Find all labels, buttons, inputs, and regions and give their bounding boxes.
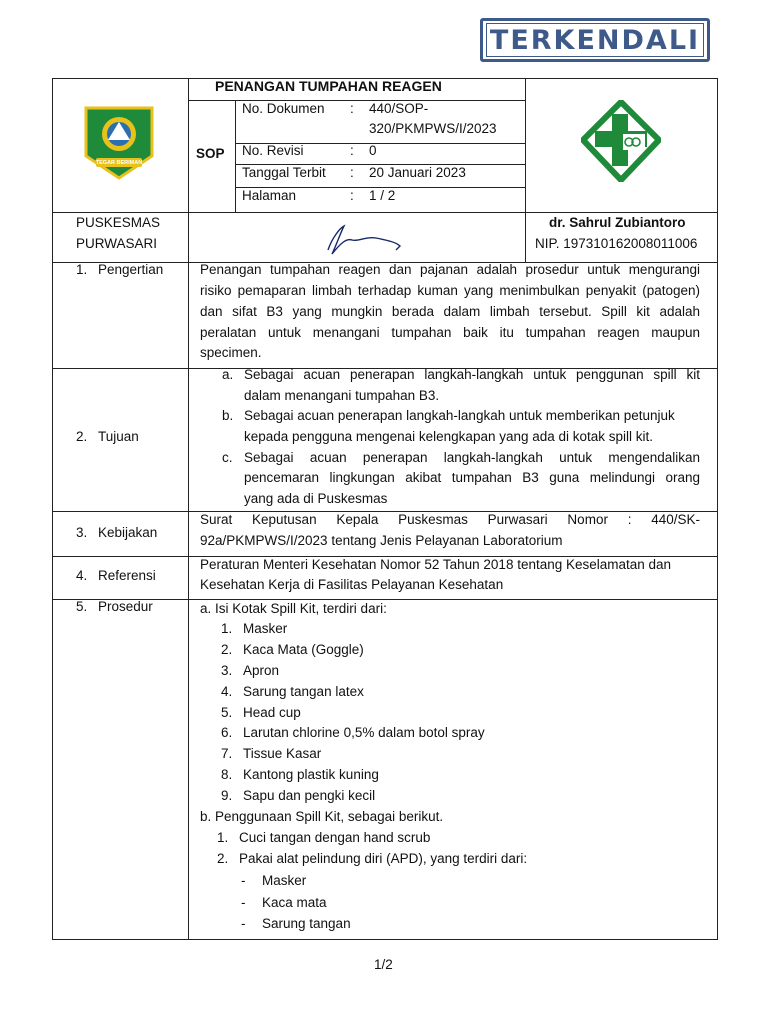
puskesmas-logo: [581, 100, 661, 182]
section-2-label: Tujuan: [98, 429, 139, 444]
purpose-line: pencemaran lingkungan akibat tumpahan B3 guna melindungi orang: [244, 470, 700, 485]
issue-date-value: 20 Januari 2023: [369, 165, 466, 180]
purpose-line: dalam menangani tumpahan B3.: [244, 388, 440, 403]
section-1-label: Pengertian: [98, 262, 164, 277]
purpose-line: Sebagai acuan penerapan langkah-langkah untuk penggunan spill kit: [244, 367, 700, 382]
list-item-number: 6.: [221, 725, 233, 740]
signature: [310, 220, 410, 260]
definition-line: risiko pemaparan limbah terhadap kuman yang menimbulkan penyakit (patogen): [200, 283, 700, 298]
purpose-line: yang ada di Puskesmas: [244, 491, 388, 506]
list-item: Larutan chlorine 0,5% dalam botol spray: [243, 725, 485, 740]
purpose-line: Sebagai acuan penerapan langkah-langkah untuk mengendalikan: [244, 450, 700, 465]
procedure-b-title: b. Penggunaan Spill Kit, sebagai berikut.: [200, 809, 444, 824]
signer-nip: NIP. 197310162008011006: [535, 236, 698, 251]
purpose-line: Sebagai acuan penerapan langkah-langkah untuk memberikan petunjuk: [244, 408, 675, 423]
list-item: Tissue Kasar: [243, 746, 322, 761]
logo-motto: TEGAR BERIMAN: [95, 160, 143, 166]
section-3-number: 3.: [76, 525, 88, 540]
page-number: 1/2: [374, 957, 393, 972]
regency-logo: [82, 104, 156, 182]
list-item: Pakai alat pelindung diri (APD), yang terdiri dari:: [239, 851, 528, 866]
section-4-label: Referensi: [98, 568, 156, 583]
section-5-label: Prosedur: [98, 599, 153, 614]
definition-line: Penangan tumpahan reagen dan pajanan adalah prosedur untuk mengurangi: [200, 262, 700, 277]
reference-line: Peraturan Menteri Kesehatan Nomor 52 Tahun 2018 tentang Keselamatan dan: [200, 557, 672, 572]
list-item-number: 8.: [221, 767, 233, 782]
page-label: Halaman: [242, 188, 297, 203]
section-3-label: Kebijakan: [98, 525, 158, 540]
list-item: Cuci tangan dengan hand scrub: [239, 830, 431, 845]
purpose-mark: a.: [222, 367, 234, 382]
issue-date-sep: :: [350, 165, 354, 180]
definition-line: specimen.: [200, 345, 262, 360]
list-item: Apron: [243, 663, 280, 678]
dash-bullet: -: [241, 873, 246, 888]
doc-number-sep: :: [350, 101, 354, 116]
section-5-number: 5.: [76, 599, 88, 614]
list-item-number: 5.: [221, 705, 233, 720]
doc-number-value-cont: 320/PKMPWS/I/2023: [369, 121, 497, 136]
policy-line: 92a/PKMPWS/I/2023 tentang Jenis Pelayanan Laboratorium: [200, 533, 563, 548]
list-item: Sarung tangan: [262, 916, 351, 931]
revision-value: 0: [369, 143, 377, 158]
puskesmas-name-1: PUSKESMAS: [76, 215, 161, 230]
list-item: Head cup: [243, 705, 301, 720]
purpose-line: kepada pengguna mengenai kelengkapan yang ada di kotak spill kit.: [244, 429, 654, 444]
dash-bullet: -: [241, 895, 246, 910]
list-item-number: 3.: [221, 663, 233, 678]
reference-line: Kesehatan Kerja di Fasilitas Pelayanan Kesehatan: [200, 577, 504, 592]
dash-bullet: -: [241, 916, 246, 931]
list-item-number: 1.: [221, 621, 233, 636]
purpose-mark: c.: [222, 450, 233, 465]
list-item-number: 2.: [217, 851, 229, 866]
page-sep: :: [350, 188, 354, 203]
controlled-stamp: [480, 18, 710, 62]
stamp-text: TERKENDALI: [486, 23, 704, 57]
section-2-number: 2.: [76, 429, 88, 444]
list-item: Sapu dan pengki kecil: [243, 788, 376, 803]
list-item: Masker: [243, 621, 288, 636]
list-item-number: 9.: [221, 788, 233, 803]
list-item: Kaca Mata (Goggle): [243, 642, 364, 657]
section-1-number: 1.: [76, 262, 88, 277]
page-value: 1 / 2: [369, 188, 396, 203]
doc-number-label: No. Dokumen: [242, 101, 325, 116]
list-item: Masker: [262, 873, 307, 888]
document-title: PENANGAN TUMPAHAN REAGEN: [215, 78, 442, 94]
definition-line: dan sifat B3 yang mungkin berada dalam limbah tersebut. Spill kit adalah: [200, 304, 700, 319]
list-item: Kaca mata: [262, 895, 327, 910]
list-item-number: 2.: [221, 642, 233, 657]
section-4-number: 4.: [76, 568, 88, 583]
doc-number-value: 440/SOP-: [369, 101, 429, 116]
issue-date-label: Tanggal Terbit: [242, 165, 326, 180]
list-item-number: 7.: [221, 746, 233, 761]
procedure-a-title: a. Isi Kotak Spill Kit, terdiri dari:: [200, 601, 387, 616]
list-item: Kantong plastik kuning: [243, 767, 379, 782]
revision-sep: :: [350, 143, 354, 158]
list-item-number: 1.: [217, 830, 229, 845]
puskesmas-name-2: PURWASARI: [76, 236, 158, 251]
list-item-number: 4.: [221, 684, 233, 699]
revision-label: No. Revisi: [242, 143, 304, 158]
sop-label: SOP: [196, 146, 225, 161]
list-item: Sarung tangan latex: [243, 684, 364, 699]
purpose-mark: b.: [222, 408, 234, 423]
definition-line: peralatan untuk menangani tumpahan baik itu tumpahan reagen maupun: [200, 325, 700, 340]
policy-line: Surat Keputusan Kepala Puskesmas Purwasari Nomor : 440/SK-: [200, 512, 700, 527]
signer-name: dr. Sahrul Zubiantoro: [549, 215, 686, 230]
